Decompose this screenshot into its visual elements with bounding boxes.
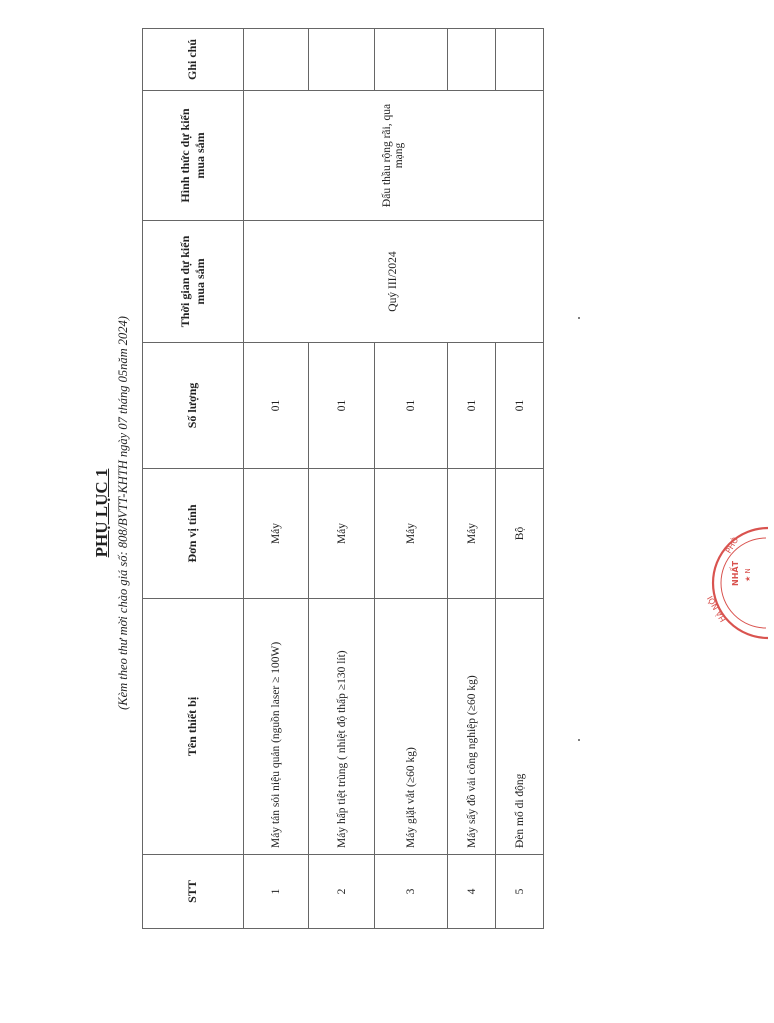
cell-time-merged: Quý III/2024: [243, 221, 543, 343]
cell-qty: 01: [448, 343, 496, 469]
cell-note: [375, 29, 448, 91]
table-header-row: [143, 29, 244, 929]
cell-note: [448, 29, 496, 91]
cell-note: [243, 29, 309, 91]
cell-name: Máy sấy đồ vải công nghiệp (≥60 kg): [448, 599, 496, 855]
col-header-name: Tên thiết bị: [143, 599, 244, 855]
cell-method-merged: Đấu thầu rộng rãi, qua mạng: [243, 91, 543, 221]
page-title: PHỤ LỤC 1: [92, 468, 111, 558]
cell-stt: 3: [375, 855, 448, 929]
rotated-page: [80, 33, 700, 993]
svg-text:PHÒ: PHÒ: [723, 535, 741, 555]
col-header-stt: STT: [143, 855, 244, 929]
cell-stt: 1: [243, 855, 309, 929]
cell-note: [309, 29, 375, 91]
cell-stt: 4: [448, 855, 496, 929]
cell-stt: 2: [309, 855, 375, 929]
cell-qty: 01: [309, 343, 375, 469]
scan-dot: [578, 739, 580, 741]
cell-unit: Máy: [309, 469, 375, 599]
cell-unit: Máy: [243, 469, 309, 599]
svg-text:NHẤT: NHẤT: [731, 560, 740, 586]
cell-name: Máy tán sỏi niệu quản (nguồn laser ≥ 100W): [243, 599, 309, 855]
cell-stt: 5: [496, 855, 544, 929]
svg-text:HÀ NỘI: HÀ NỘI: [705, 594, 728, 624]
col-header-qty: Số lượng: [143, 343, 244, 469]
cell-name: Máy giặt vắt (≥60 kg): [375, 599, 448, 855]
col-header-time: Thời gian dự kiến mua sắm: [143, 221, 244, 343]
table-row: [243, 29, 309, 929]
cell-unit: Máy: [375, 469, 448, 599]
cell-name: Máy hấp tiệt trùng ( nhiệt độ thấp ≥130 lít): [309, 599, 375, 855]
col-header-note: Ghi chú: [143, 29, 244, 91]
cell-qty: 01: [243, 343, 309, 469]
red-seal-stamp: [705, 524, 774, 642]
cell-unit: Máy: [448, 469, 496, 599]
col-header-unit: Đơn vị tính: [143, 469, 244, 599]
col-header-method: Hình thức dự kiến mua sắm: [143, 91, 244, 221]
scan-dot: [578, 317, 580, 319]
page-subtitle: (Kèm theo thư mời chào giá số: 808/BVTT-KHTH ngày 07 tháng 05năm 2024): [116, 316, 130, 710]
cell-qty: 01: [496, 343, 544, 469]
cell-note: [496, 29, 544, 91]
cell-unit: Bộ: [496, 469, 544, 599]
cell-name: Đèn mổ di động: [496, 599, 544, 855]
equipment-table: [142, 28, 544, 929]
svg-text:★ N: ★ N: [744, 568, 752, 582]
cell-qty: 01: [375, 343, 448, 469]
